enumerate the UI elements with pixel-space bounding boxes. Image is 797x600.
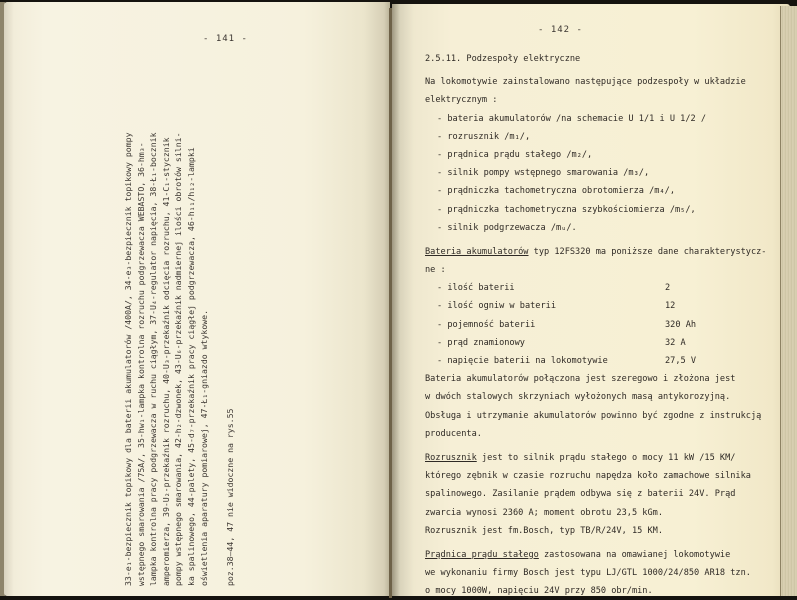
- battery-intro: Bateria akumulatorów typ 12FS320 ma poniższe dane charakterystycz-: [425, 246, 767, 257]
- legend-line: pompy wstępnego smarowania, 42-h₂-dzwonek, 43-U₆-przekaźnik nadmiernej ilości obrotów silni-: [173, 132, 184, 586]
- spec-row: - napięcie baterii na lokomotywie 27,5 V: [437, 356, 697, 366]
- paragraph-line: o mocy 1000W, napięciu 24V przy 850 obr/min.: [425, 586, 653, 597]
- paragraph-line: Bateria akumulatorów połączona jest szeregowo i złożona jest: [425, 374, 736, 385]
- legend-line: 33-e₁-bezpiecznik topikowy dla baterii akumulatorów /400A/, 34-e₃-bezpiecznik topikowy pompy: [123, 132, 133, 586]
- intro-line: Na lokomotywie zainstalowano następujące podzespoły w układzie: [425, 77, 746, 88]
- paragraph-line: producenta.: [425, 428, 482, 439]
- component-item: - rozrusznik /m₁/,: [437, 131, 531, 142]
- battery-title: Bateria akumulatorów: [425, 246, 529, 257]
- legend-line: ka spalinowego, 44-palety, 45-d₇-przekaźnik pracy ciągłej podgrzewacza, 46-h₁₁/h₁₂-lampki: [185, 147, 196, 586]
- intro-line: elektrycznym :: [425, 95, 498, 106]
- spec-row: - pojemność baterii 320 Ah: [437, 319, 697, 330]
- legend-line: wstępnego smarowania /75A/, 35-hw₁-lampka kontrolna rozruchu podgrzewacza WEBASTO, 36-hm₃-: [135, 142, 146, 586]
- spec-row: - ilość baterii 2: [437, 283, 671, 294]
- component-item: - bateria akumulatorów /na schemacie U 1/1 i U 1/2 /: [437, 113, 707, 124]
- spec-row: - ilość ogniw w baterii 12: [437, 301, 676, 312]
- rotated-legend: [122, 46, 237, 586]
- right-page-body: [425, 50, 775, 600]
- paragraph-line: którego zębnik w czasie rozruchu napędza koło zamachowe silnika: [425, 471, 751, 482]
- paragraph-line: spalinowego. Zasilanie prądem odbywa się z baterii 24V. Prąd: [425, 489, 736, 500]
- paragraph-line: Obsługa i utrzymanie akumulatorów powinno być zgodne z instrukcją: [425, 410, 762, 421]
- component-item: - prądnica prądu stałego /m₂/,: [437, 149, 593, 160]
- component-item: - silnik pompy wstępnego smarowania /m₃/,: [437, 168, 650, 179]
- figure-reference: poz.38—44, 47 nie widoczne na rys.55: [225, 408, 236, 586]
- page-number-right: - 142 -: [538, 25, 583, 35]
- paragraph-line: w dwóch stalowych skrzyniach wyłożonych masą antykorozyjną.: [425, 392, 731, 403]
- battery-intro-cont: ne :: [425, 265, 446, 276]
- component-item: - prądniczka tachometryczna szybkościomierza /m₅/,: [437, 204, 696, 215]
- paragraph-line: Rozrusznik jest fm.Bosch, typ TB/R/24V, 15 KM.: [425, 525, 663, 536]
- generator-title: Prądnica prądu stałego: [425, 549, 539, 560]
- legend-line: lampka kontrolna pracy podgrzewacza w ruchu ciągłym, 37-U₄-regulator napięcia, 38-Ł₁-bocznik: [148, 132, 159, 586]
- legend-line: amperomierza, 39-U₂-przekaźnik rozruchu, 40-U₃-przekaźnik odcięcia rozruchu, 41-C₁-stycznik: [160, 137, 171, 586]
- page-number-left: - 141 -: [203, 34, 248, 44]
- starter-intro: Rozrusznik jest to silnik prądu stałego o mocy 11 kW /15 KM/: [425, 452, 736, 463]
- paragraph-line: zwarcia wynosi 2360 A; moment obrotu 23,5 kGm.: [425, 507, 663, 518]
- section-heading: 2.5.11. Podzespoły elektryczne: [425, 54, 581, 64]
- paragraph-line: we wykonaniu firmy Bosch jest typu LJ/GTL 1000/24/850 AR18 tzn.: [425, 568, 751, 579]
- legend-line: oświetlenia aparatury pomiarowej, 47-Ł₁-gniazdo wtykowe.: [198, 309, 209, 586]
- starter-title: Rozrusznik: [425, 452, 477, 463]
- generator-intro: Prądnica prądu stałego zastosowana na omawianej lokomotywie: [425, 549, 731, 560]
- component-item: - prądniczka tachometryczna obrotomierza /m₄/,: [437, 186, 675, 197]
- component-item: - silnik podgrzewacza /mᵤ/.: [437, 222, 577, 233]
- right-page-edge: [780, 6, 797, 596]
- book-spine: [389, 8, 392, 598]
- spec-row: - prąd znamionowy 32 A: [437, 337, 686, 348]
